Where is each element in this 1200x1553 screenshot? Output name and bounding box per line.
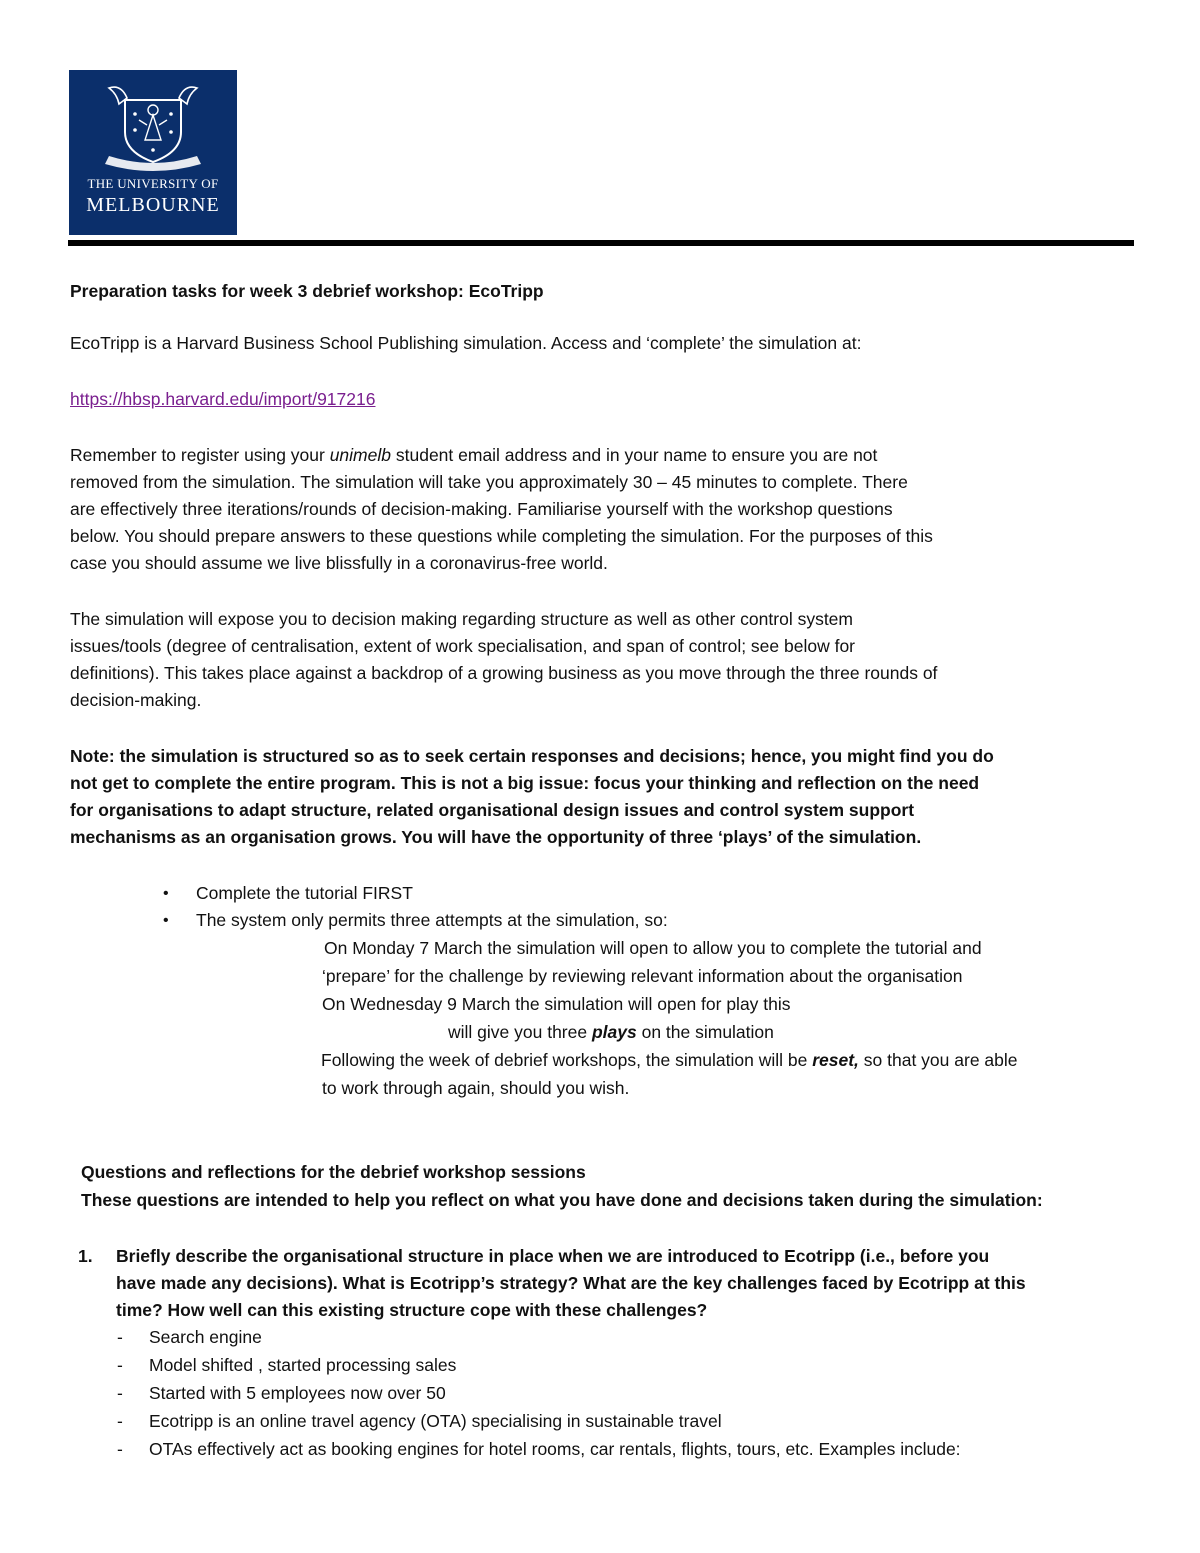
text-run: will give you three bbox=[448, 1022, 592, 1042]
schedule-line-1: On Monday 7 March the simulation will open to allow you to complete the tutorial and bbox=[324, 938, 982, 958]
paragraph-2-line-1: The simulation will expose you to decision making regarding structure as well as other control system bbox=[70, 609, 853, 629]
note-line-2: not get to complete the entire program. This is not a big issue: focus your thinking and reflection on the need bbox=[70, 773, 980, 793]
paragraph-1-line-1 bbox=[70, 442, 877, 470]
text-run: on the simulation bbox=[636, 1022, 774, 1042]
bullet-symbol: • bbox=[163, 912, 169, 929]
plays-emphasis: plays bbox=[591, 1022, 637, 1042]
simulation-link[interactable]: https://hbsp.harvard.edu/import/917216 bbox=[70, 389, 376, 409]
note-line-1: Note: the simulation is structured so as to seek certain responses and decisions; hence, you might find you do bbox=[70, 746, 994, 766]
questions-subheading: These questions are intended to help you reflect on what you have done and decisions taken during the simulation: bbox=[81, 1190, 1043, 1210]
note-line-3: for organisations to adapt structure, related organisational design issues and control system support bbox=[70, 800, 915, 820]
schedule-line-6: to work through again, should you wish. bbox=[322, 1078, 630, 1098]
paragraph-1-line-4: below. You should prepare answers to these questions while completing the simulation. For the purposes of this bbox=[70, 526, 933, 546]
logo-line-1: THE UNIVERSITY OF bbox=[87, 176, 219, 191]
note-line-4: mechanisms as an organisation grows. You will have the opportunity of three ‘plays’ of the simulation. bbox=[70, 827, 922, 847]
intro-text: EcoTripp is a Harvard Business School Publishing simulation. Access and ‘complete’ the simulation at: bbox=[70, 333, 862, 353]
dash-item-1: Search engine bbox=[149, 1327, 262, 1347]
text-run: so that you are able bbox=[858, 1050, 1018, 1070]
bullet-item-2: The system only permits three attempts at the simulation, so: bbox=[196, 910, 668, 930]
bullet-item-1: Complete the tutorial FIRST bbox=[196, 883, 413, 903]
text-run: Remember to register using your bbox=[70, 445, 330, 465]
text-run: student email address and in your name to ensure you are not bbox=[391, 445, 878, 465]
dash-item-2: Model shifted , started processing sales bbox=[149, 1355, 457, 1375]
paragraph-1-line-5: case you should assume we live blissfully in a coronavirus-free world. bbox=[70, 553, 608, 573]
dash-symbol: - bbox=[117, 1411, 123, 1431]
dash-item-5: OTAs effectively act as booking engines for hotel rooms, car rentals, flights, tours, etc. Examples include: bbox=[149, 1439, 961, 1459]
bullet-symbol: • bbox=[163, 885, 169, 902]
dash-symbol: - bbox=[117, 1327, 123, 1347]
question-1-line-2: have made any decisions). What is Ecotripp’s strategy? What are the key challenges faced by Ecotripp at this bbox=[116, 1273, 1026, 1293]
logo-line-2: MELBOURNE bbox=[86, 194, 220, 216]
dash-item-4: Ecotripp is an online travel agency (OTA) specialising in sustainable travel bbox=[149, 1411, 722, 1431]
schedule-line-4 bbox=[448, 1019, 774, 1047]
reset-emphasis: reset, bbox=[812, 1050, 859, 1070]
schedule-line-5 bbox=[321, 1047, 1018, 1075]
question-number: 1. bbox=[78, 1246, 93, 1266]
paragraph-1-line-3: are effectively three iterations/rounds of decision-making. Familiarise yourself with the workshop questions bbox=[70, 499, 893, 519]
page-title: Preparation tasks for week 3 debrief workshop: EcoTripp bbox=[70, 281, 544, 301]
dash-symbol: - bbox=[117, 1355, 123, 1375]
paragraph-2-line-4: decision-making. bbox=[70, 690, 202, 710]
questions-heading: Questions and reflections for the debrief workshop sessions bbox=[81, 1162, 586, 1182]
schedule-line-2: ‘prepare’ for the challenge by reviewing relevant information about the organisation bbox=[322, 966, 963, 986]
question-1-line-3: time? How well can this existing structure cope with these challenges? bbox=[116, 1300, 708, 1320]
paragraph-2-line-2: issues/tools (degree of centralisation, extent of work specialisation, and span of control; see below for bbox=[70, 636, 856, 656]
schedule-line-3: On Wednesday 9 March the simulation will open for play this bbox=[322, 994, 791, 1014]
paragraph-1-line-2: removed from the simulation. The simulation will take you approximately 30 – 45 minutes to complete. There bbox=[70, 472, 908, 492]
unimelb-emphasis: unimelb bbox=[329, 445, 391, 465]
dash-symbol: - bbox=[117, 1439, 123, 1459]
header-rule bbox=[68, 240, 1134, 246]
text-run: Following the week of debrief workshops, the simulation will be bbox=[321, 1050, 813, 1070]
question-1-line-1: Briefly describe the organisational structure in place when we are introduced to Ecotripp (i.e., before you bbox=[116, 1246, 990, 1266]
paragraph-2-line-3: definitions). This takes place against a backdrop of a growing business as you move through the three rounds of bbox=[70, 663, 938, 683]
dash-item-3: Started with 5 employees now over 50 bbox=[149, 1383, 446, 1403]
university-logo bbox=[69, 70, 237, 235]
dash-symbol: - bbox=[117, 1383, 123, 1403]
